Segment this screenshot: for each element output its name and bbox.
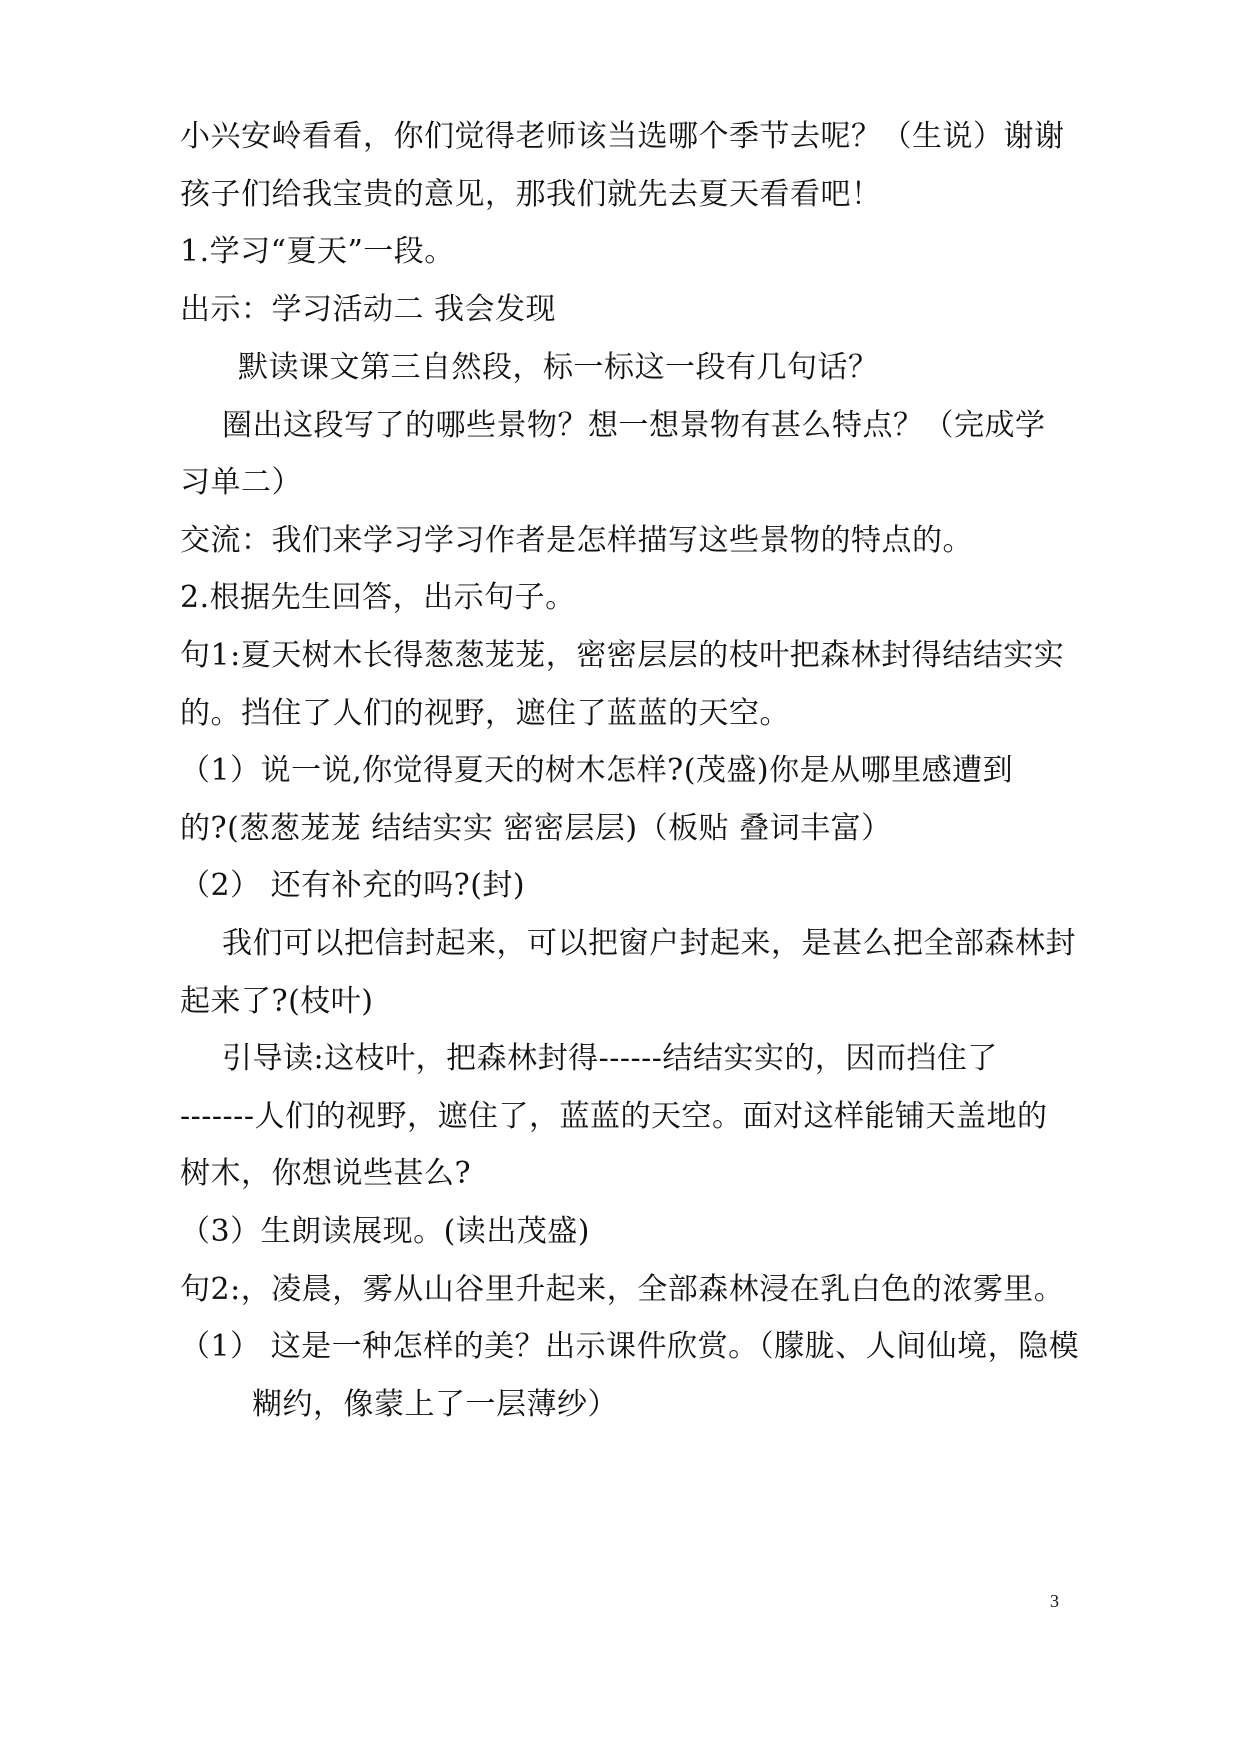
text-line: 习单二）: [180, 465, 302, 500]
text-line: 出示：学习活动二 我会发现: [180, 292, 557, 327]
text-line: 1.学习“夏天”一段。: [180, 234, 455, 269]
text-line: 句1:夏天树木长得葱葱茏茏，密密层层的枝叶把森林封得结结实实: [180, 638, 1065, 673]
page-number: 3: [1050, 1591, 1059, 1611]
text-line: -------人们的视野，遮住了，蓝蓝的天空。面对这样能铺天盖地的: [180, 1099, 1048, 1134]
text-line: （3）生朗读展现。(读出茂盛): [180, 1214, 590, 1249]
text-line: 交流：我们来学习学习作者是怎样描写这些景物的特点的。: [180, 523, 973, 558]
text-line: （1） 这是一种怎样的美？出示课件欣赏。（朦胧、人间仙境，隐模: [180, 1329, 1080, 1364]
text-line: 孩子们给我宝贵的意见，那我们就先去夏天看看吧！: [180, 177, 882, 212]
text-line: 起来了?(枝叶): [180, 984, 374, 1019]
text-line: 默读课文第三自然段，标一标这一段有几句话？: [238, 350, 879, 385]
text-line: 树木，你想说些甚么?: [180, 1156, 472, 1191]
text-line: 句2:，凌晨，雾从山谷里升起来，全部森林浸在乳白色的浓雾里。: [180, 1272, 1065, 1307]
text-line: 圈出这段写了的哪些景物？想一想景物有甚么特点？（完成学: [222, 408, 1046, 443]
text-line: （1）说一说,你觉得夏天的树木怎样?(茂盛)你是从哪里感遭到: [180, 753, 1014, 788]
text-line: 小兴安岭看看，你们觉得老师该当选哪个季节去呢？（生说）谢谢: [180, 119, 1065, 154]
text-line: 的。挡住了人们的视野，遮住了蓝蓝的天空。: [180, 696, 790, 731]
text-line: （2） 还有补充的吗?(封): [180, 868, 526, 903]
text-line: 我们可以把信封起来，可以把窗户封起来，是甚么把全部森林封: [222, 926, 1076, 961]
text-line: 引导读:这枝叶，把森林封得------结结实实的，因而挡住了: [222, 1041, 998, 1076]
text-line: 2.根据先生回答，出示句子。: [180, 580, 576, 615]
text-line: 的?(葱葱茏茏 结结实实 密密层层)（板贴 叠词丰富）: [180, 811, 892, 846]
text-line: 糊约，像蒙上了一层薄纱）: [252, 1387, 618, 1422]
